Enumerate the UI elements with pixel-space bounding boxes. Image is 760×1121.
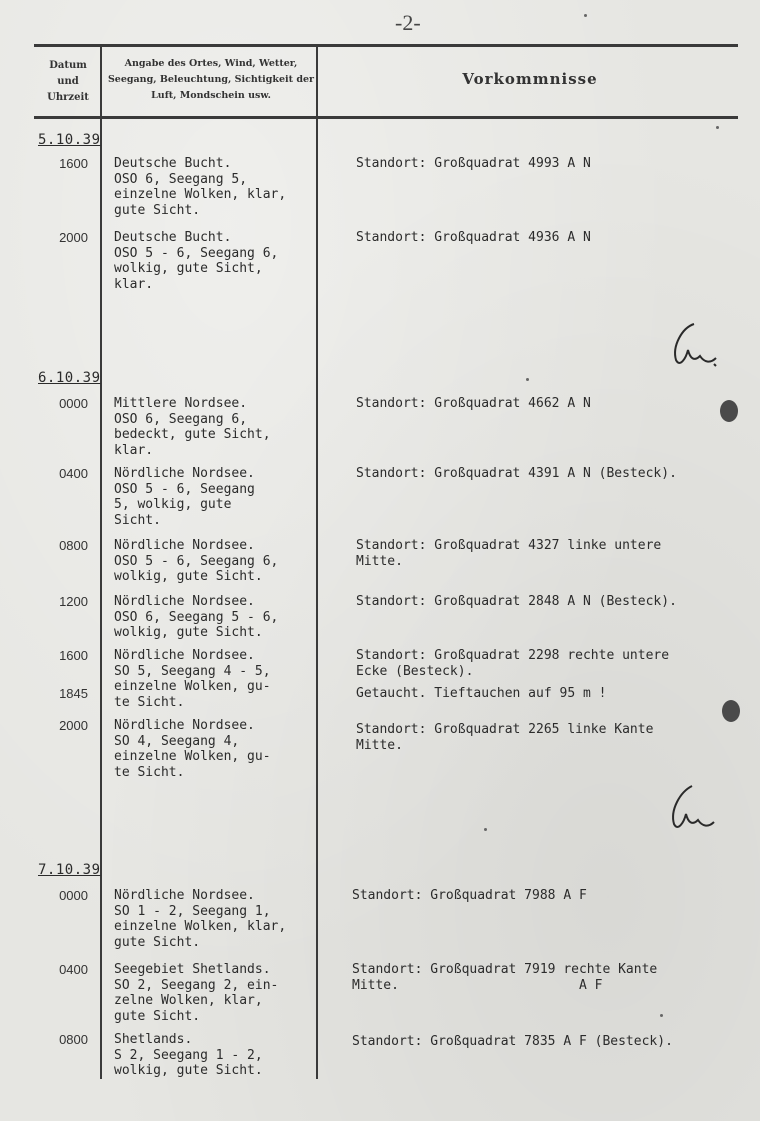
header-bottom-rule [34, 116, 738, 119]
entry-location-weather: Mittlere Nordsee. OSO 6, Seegang 6, bedeckt, gute Sicht, klar. [114, 396, 271, 458]
entry-time: 1600 [59, 648, 88, 663]
column-divider-1 [100, 44, 102, 1079]
header-location-weather: Angabe des Ortes, Wind, Wetter, Seegang, Beleuchtung, Sichtigkeit der Luft, Mondschein usw. [107, 58, 315, 101]
header-date-time: Datum und Uhrzeit [47, 60, 89, 103]
header-events: Vorkommnisse [462, 70, 598, 88]
entry-event: Getaucht. Tieftauchen auf 95 m ! [356, 686, 607, 701]
punch-hole [722, 700, 740, 722]
page-number: -2- [395, 10, 421, 35]
entry-location-weather: Seegebiet Shetlands. SO 2, Seegang 2, ein- zelne Wolken, klar, gute Sicht. [114, 962, 279, 1024]
entry-time: 1600 [59, 156, 88, 171]
entry-time: 0000 [59, 888, 88, 903]
entry-time: 0800 [59, 1032, 88, 1047]
entry-event: Standort: Großquadrat 2265 linke Kante Mitte. [356, 722, 654, 753]
date-day-2: 6.10.39 [38, 370, 101, 386]
entry-time: 0400 [59, 466, 88, 481]
paper-speck [584, 14, 587, 17]
entry-location-weather: Deutsche Bucht. OSO 5 - 6, Seegang 6, wolkig, gute Sicht, klar. [114, 230, 279, 292]
entry-event: Standort: Großquadrat 4936 A N [356, 230, 591, 245]
paper-speck [660, 1014, 663, 1017]
entry-time: 1200 [59, 594, 88, 609]
signature-initials-icon [660, 780, 720, 836]
paper-speck [526, 378, 529, 381]
paper-speck [484, 828, 487, 831]
entry-event: Standort: Großquadrat 7988 A F [352, 888, 587, 903]
entry-time: 2000 [59, 230, 88, 245]
entry-event: Standort: Großquadrat 7919 rechte Kante Mitte. A F [352, 962, 658, 993]
punch-hole [720, 400, 738, 422]
entry-location-weather: Nördliche Nordsee. OSO 5 - 6, Seegang 6, wolkig, gute Sicht. [114, 538, 279, 585]
signature-initials-icon [664, 318, 724, 374]
entry-time: 0000 [59, 396, 88, 411]
date-day-3: 7.10.39 [38, 862, 101, 878]
entry-event: Standort: Großquadrat 7835 A F (Besteck). [352, 1034, 673, 1049]
entry-event: Standort: Großquadrat 4391 A N (Besteck). [356, 466, 677, 481]
entry-location-weather: Nördliche Nordsee. OSO 6, Seegang 5 - 6, wolkig, gute Sicht. [114, 594, 279, 641]
entry-location-weather: Nördliche Nordsee. SO 5, Seegang 4 - 5, einzelne Wolken, gu- te Sicht. [114, 648, 271, 710]
entry-location-weather: Shetlands. S 2, Seegang 1 - 2, wolkig, gute Sicht. [114, 1032, 263, 1079]
entry-location-weather: Nördliche Nordsee. OSO 5 - 6, Seegang 5, wolkig, gute Sicht. [114, 466, 255, 528]
entry-time: 1845 [59, 686, 88, 701]
entry-time: 0800 [59, 538, 88, 553]
entry-time: 2000 [59, 718, 88, 733]
entry-event: Standort: Großquadrat 2848 A N (Besteck). [356, 594, 677, 609]
entry-location-weather: Nördliche Nordsee. SO 4, Seegang 4, einzelne Wolken, gu- te Sicht. [114, 718, 271, 780]
entry-event: Standort: Großquadrat 4993 A N [356, 156, 591, 171]
entry-location-weather: Nördliche Nordsee. SO 1 - 2, Seegang 1, einzelne Wolken, klar, gute Sicht. [114, 888, 287, 950]
entry-event: Standort: Großquadrat 4662 A N [356, 396, 591, 411]
entry-time: 0400 [59, 962, 88, 977]
header-top-rule [34, 44, 738, 47]
paper-speck [716, 126, 719, 129]
entry-location-weather: Deutsche Bucht. OSO 6, Seegang 5, einzelne Wolken, klar, gute Sicht. [114, 156, 287, 218]
entry-event: Standort: Großquadrat 4327 linke untere Mitte. [356, 538, 662, 569]
date-day-1: 5.10.39 [38, 132, 101, 148]
entry-event: Standort: Großquadrat 2298 rechte untere Ecke (Besteck). [356, 648, 670, 679]
